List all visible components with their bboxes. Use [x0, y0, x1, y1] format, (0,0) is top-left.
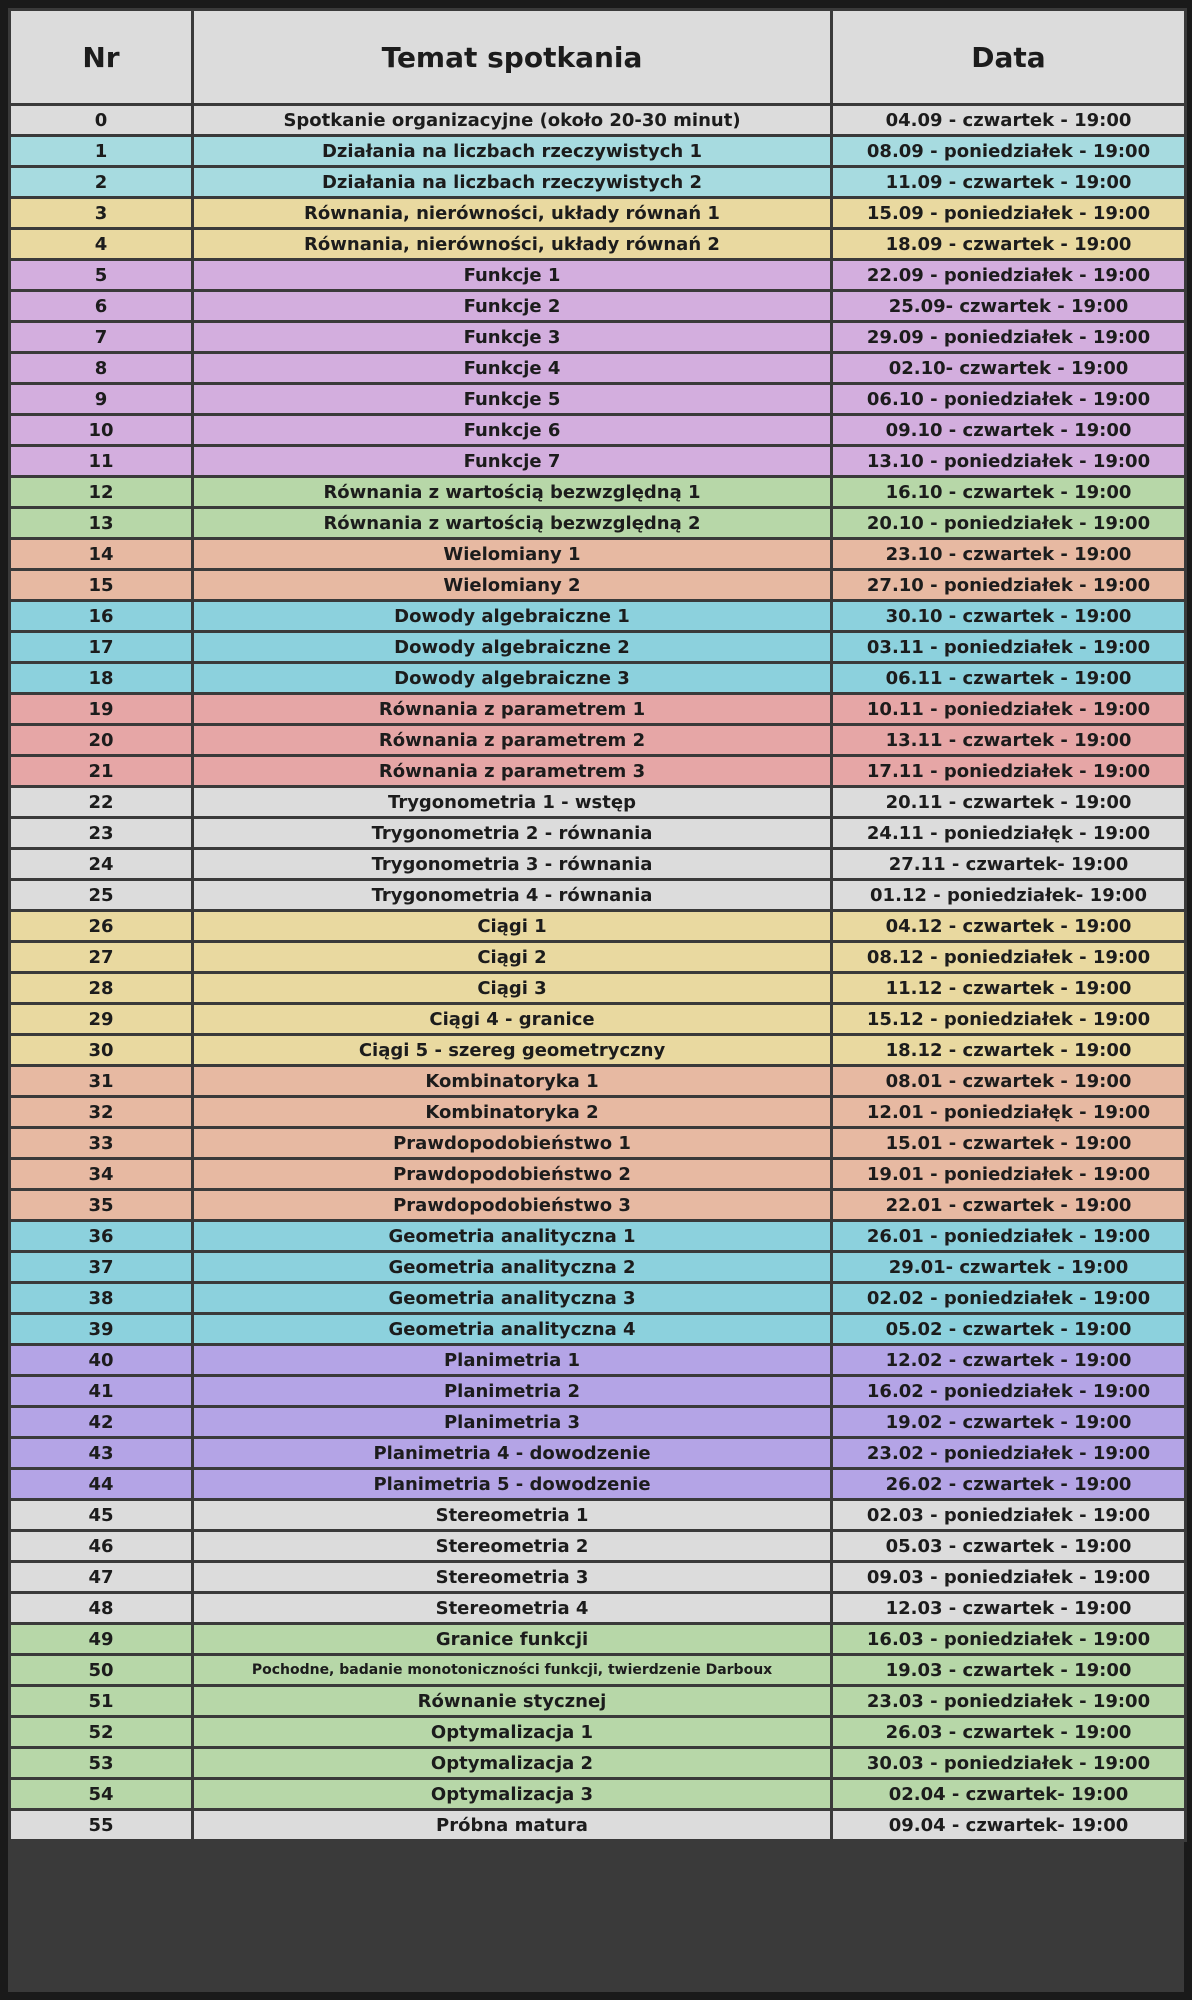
row-nr-cell: 35: [10, 1190, 193, 1221]
row-topic-cell: Geometria analityczna 1: [193, 1221, 832, 1252]
row-topic-cell: Geometria analityczna 3: [193, 1283, 832, 1314]
row-topic-cell: Wielomiany 2: [193, 570, 832, 601]
row-topic-cell: Równania z parametrem 1: [193, 694, 832, 725]
row-topic-cell: Ciągi 2: [193, 942, 832, 973]
row-topic-cell: Funkcje 1: [193, 260, 832, 291]
row-topic-cell: Geometria analityczna 2: [193, 1252, 832, 1283]
table-row: [10, 353, 1186, 384]
row-topic-cell: Trygonometria 1 - wstęp: [193, 787, 832, 818]
header-topic: Temat spotkania: [193, 10, 832, 105]
row-date-cell: 06.10 - poniedziałek - 19:00: [832, 384, 1186, 415]
row-nr-cell: 4: [10, 229, 193, 260]
row-nr-cell: 43: [10, 1438, 193, 1469]
row-nr-cell: 8: [10, 353, 193, 384]
table-row: [10, 384, 1186, 415]
row-date-cell: 13.11 - czwartek - 19:00: [832, 725, 1186, 756]
table-row: [10, 1748, 1186, 1779]
row-topic-cell: Stereometria 3: [193, 1562, 832, 1593]
row-topic-cell: Optymalizacja 2: [193, 1748, 832, 1779]
row-topic-cell: Działania na liczbach rzeczywistych 1: [193, 136, 832, 167]
row-nr-cell: 37: [10, 1252, 193, 1283]
row-topic-cell: Ciągi 4 - granice: [193, 1004, 832, 1035]
table-row: [10, 322, 1186, 353]
table-row: [10, 1376, 1186, 1407]
row-topic-cell: Optymalizacja 3: [193, 1779, 832, 1810]
row-nr-cell: 25: [10, 880, 193, 911]
table-row: [10, 1407, 1186, 1438]
row-nr-cell: 48: [10, 1593, 193, 1624]
table-row: [10, 1345, 1186, 1376]
row-date-cell: 29.09 - poniedziałek - 19:00: [832, 322, 1186, 353]
row-date-cell: 30.10 - czwartek - 19:00: [832, 601, 1186, 632]
row-topic-cell: Geometria analityczna 4: [193, 1314, 832, 1345]
table-row: [10, 849, 1186, 880]
row-date-cell: 19.02 - czwartek - 19:00: [832, 1407, 1186, 1438]
row-nr-cell: 18: [10, 663, 193, 694]
table-row: [10, 446, 1186, 477]
table-row: [10, 1438, 1186, 1469]
row-nr-cell: 41: [10, 1376, 193, 1407]
row-date-cell: 15.01 - czwartek - 19:00: [832, 1128, 1186, 1159]
table-row: [10, 787, 1186, 818]
row-nr-cell: 45: [10, 1500, 193, 1531]
row-nr-cell: 3: [10, 198, 193, 229]
table-row: [10, 1779, 1186, 1810]
row-topic-cell: Planimetria 2: [193, 1376, 832, 1407]
row-date-cell: 27.10 - poniedziałek - 19:00: [832, 570, 1186, 601]
row-topic-cell: Granice funkcji: [193, 1624, 832, 1655]
row-topic-cell: Funkcje 4: [193, 353, 832, 384]
row-date-cell: 04.09 - czwartek - 19:00: [832, 105, 1186, 136]
row-topic-cell: Planimetria 5 - dowodzenie: [193, 1469, 832, 1500]
row-nr-cell: 26: [10, 911, 193, 942]
table-row: [10, 632, 1186, 663]
row-topic-cell: Spotkanie organizacyjne (około 20-30 minut): [193, 105, 832, 136]
header-date: Data: [832, 10, 1186, 105]
row-nr-cell: 28: [10, 973, 193, 1004]
row-nr-cell: 51: [10, 1686, 193, 1717]
row-date-cell: 12.03 - czwartek - 19:00: [832, 1593, 1186, 1624]
row-nr-cell: 22: [10, 787, 193, 818]
row-nr-cell: 32: [10, 1097, 193, 1128]
table-body: [10, 105, 1186, 1841]
row-date-cell: 06.11 - czwartek - 19:00: [832, 663, 1186, 694]
table-row: [10, 1128, 1186, 1159]
row-date-cell: 19.01 - poniedziałek - 19:00: [832, 1159, 1186, 1190]
row-topic-cell: Stereometria 4: [193, 1593, 832, 1624]
table-row: [10, 663, 1186, 694]
table-row: [10, 725, 1186, 756]
table-row: [10, 1314, 1186, 1345]
row-nr-cell: 31: [10, 1066, 193, 1097]
table-row: [10, 601, 1186, 632]
row-nr-cell: 20: [10, 725, 193, 756]
header-row: [10, 10, 1186, 105]
row-date-cell: 12.01 - poniedziałęk - 19:00: [832, 1097, 1186, 1128]
row-topic-cell: Dowody algebraiczne 1: [193, 601, 832, 632]
row-nr-cell: 17: [10, 632, 193, 663]
row-nr-cell: 42: [10, 1407, 193, 1438]
row-date-cell: 08.01 - czwartek - 19:00: [832, 1066, 1186, 1097]
table-row: [10, 105, 1186, 136]
row-topic-cell: Próbna matura: [193, 1810, 832, 1841]
row-nr-cell: 29: [10, 1004, 193, 1035]
row-nr-cell: 0: [10, 105, 193, 136]
row-topic-cell: Równania z wartością bezwzględną 2: [193, 508, 832, 539]
row-nr-cell: 49: [10, 1624, 193, 1655]
row-topic-cell: Planimetria 1: [193, 1345, 832, 1376]
row-date-cell: 17.11 - poniedziałek - 19:00: [832, 756, 1186, 787]
row-date-cell: 30.03 - poniedziałek - 19:00: [832, 1748, 1186, 1779]
row-topic-cell: Ciągi 1: [193, 911, 832, 942]
row-topic-cell: Funkcje 7: [193, 446, 832, 477]
row-date-cell: 16.02 - poniedziałek - 19:00: [832, 1376, 1186, 1407]
row-nr-cell: 54: [10, 1779, 193, 1810]
row-date-cell: 20.10 - poniedziałek - 19:00: [832, 508, 1186, 539]
row-nr-cell: 38: [10, 1283, 193, 1314]
row-date-cell: 03.11 - poniedziałek - 19:00: [832, 632, 1186, 663]
row-nr-cell: 55: [10, 1810, 193, 1841]
schedule-table: [8, 8, 1187, 1842]
table-row: [10, 508, 1186, 539]
row-topic-cell: Trygonometria 4 - równania: [193, 880, 832, 911]
table-row: [10, 229, 1186, 260]
row-nr-cell: 24: [10, 849, 193, 880]
table-row: [10, 1283, 1186, 1314]
row-topic-cell: Równania z parametrem 2: [193, 725, 832, 756]
row-date-cell: 13.10 - poniedziałek - 19:00: [832, 446, 1186, 477]
row-topic-cell: Stereometria 2: [193, 1531, 832, 1562]
row-nr-cell: 44: [10, 1469, 193, 1500]
row-topic-cell: Trygonometria 2 - równania: [193, 818, 832, 849]
row-nr-cell: 16: [10, 601, 193, 632]
table-row: [10, 1531, 1186, 1562]
row-nr-cell: 1: [10, 136, 193, 167]
table-row: [10, 1221, 1186, 1252]
row-date-cell: 02.10- czwartek - 19:00: [832, 353, 1186, 384]
row-date-cell: 05.02 - czwartek - 19:00: [832, 1314, 1186, 1345]
table-row: [10, 1624, 1186, 1655]
row-topic-cell: Optymalizacja 1: [193, 1717, 832, 1748]
table-row: [10, 1500, 1186, 1531]
table-row: [10, 1190, 1186, 1221]
row-date-cell: 26.03 - czwartek - 19:00: [832, 1717, 1186, 1748]
row-date-cell: 23.03 - poniedziałek - 19:00: [832, 1686, 1186, 1717]
row-nr-cell: 23: [10, 818, 193, 849]
row-topic-cell: Funkcje 2: [193, 291, 832, 322]
row-date-cell: 22.01 - czwartek - 19:00: [832, 1190, 1186, 1221]
row-nr-cell: 10: [10, 415, 193, 446]
table-row: [10, 1004, 1186, 1035]
row-topic-cell: Równania z parametrem 3: [193, 756, 832, 787]
row-topic-cell: Trygonometria 3 - równania: [193, 849, 832, 880]
schedule-sheet: [8, 8, 1184, 1992]
row-date-cell: 23.10 - czwartek - 19:00: [832, 539, 1186, 570]
row-topic-cell: Równania, nierówności, układy równań 2: [193, 229, 832, 260]
table-row: [10, 1097, 1186, 1128]
row-nr-cell: 19: [10, 694, 193, 725]
row-topic-cell: Prawdopodobieństwo 1: [193, 1128, 832, 1159]
row-date-cell: 10.11 - poniedziałek - 19:00: [832, 694, 1186, 725]
row-topic-cell: Funkcje 3: [193, 322, 832, 353]
row-date-cell: 15.09 - poniedziałek - 19:00: [832, 198, 1186, 229]
row-date-cell: 26.02 - czwartek - 19:00: [832, 1469, 1186, 1500]
row-topic-cell: Kombinatoryka 1: [193, 1066, 832, 1097]
table-row: [10, 973, 1186, 1004]
table-row: [10, 1469, 1186, 1500]
row-date-cell: 18.12 - czwartek - 19:00: [832, 1035, 1186, 1066]
row-topic-cell: Równanie stycznej: [193, 1686, 832, 1717]
row-topic-cell: Planimetria 3: [193, 1407, 832, 1438]
row-topic-cell: Dowody algebraiczne 2: [193, 632, 832, 663]
row-date-cell: 26.01 - poniedziałek - 19:00: [832, 1221, 1186, 1252]
row-nr-cell: 13: [10, 508, 193, 539]
row-date-cell: 02.02 - poniedziałek - 19:00: [832, 1283, 1186, 1314]
row-date-cell: 09.10 - czwartek - 19:00: [832, 415, 1186, 446]
row-topic-cell: Pochodne, badanie monotoniczności funkcji, twierdzenie Darboux: [193, 1655, 832, 1686]
row-date-cell: 09.04 - czwartek- 19:00: [832, 1810, 1186, 1841]
table-row: [10, 1066, 1186, 1097]
table-row: [10, 415, 1186, 446]
table-row: [10, 1593, 1186, 1624]
row-topic-cell: Funkcje 6: [193, 415, 832, 446]
table-row: [10, 539, 1186, 570]
row-date-cell: 02.04 - czwartek- 19:00: [832, 1779, 1186, 1810]
row-topic-cell: Równania, nierówności, układy równań 1: [193, 198, 832, 229]
table-row: [10, 694, 1186, 725]
table-row: [10, 1035, 1186, 1066]
table-row: [10, 911, 1186, 942]
table-row: [10, 942, 1186, 973]
row-date-cell: 08.12 - poniedziałek - 19:00: [832, 942, 1186, 973]
row-nr-cell: 5: [10, 260, 193, 291]
row-topic-cell: Prawdopodobieństwo 2: [193, 1159, 832, 1190]
row-nr-cell: 52: [10, 1717, 193, 1748]
row-nr-cell: 34: [10, 1159, 193, 1190]
row-nr-cell: 39: [10, 1314, 193, 1345]
row-nr-cell: 40: [10, 1345, 193, 1376]
row-date-cell: 09.03 - poniedziałek - 19:00: [832, 1562, 1186, 1593]
row-topic-cell: Planimetria 4 - dowodzenie: [193, 1438, 832, 1469]
row-date-cell: 11.09 - czwartek - 19:00: [832, 167, 1186, 198]
table-row: [10, 1562, 1186, 1593]
table-row: [10, 291, 1186, 322]
row-topic-cell: Działania na liczbach rzeczywistych 2: [193, 167, 832, 198]
row-nr-cell: 50: [10, 1655, 193, 1686]
table-row: [10, 1159, 1186, 1190]
row-nr-cell: 2: [10, 167, 193, 198]
row-nr-cell: 9: [10, 384, 193, 415]
row-date-cell: 20.11 - czwartek - 19:00: [832, 787, 1186, 818]
row-date-cell: 02.03 - poniedziałek - 19:00: [832, 1500, 1186, 1531]
row-date-cell: 11.12 - czwartek - 19:00: [832, 973, 1186, 1004]
row-date-cell: 27.11 - czwartek- 19:00: [832, 849, 1186, 880]
row-date-cell: 01.12 - poniedziałek- 19:00: [832, 880, 1186, 911]
row-topic-cell: Stereometria 1: [193, 1500, 832, 1531]
row-date-cell: 29.01- czwartek - 19:00: [832, 1252, 1186, 1283]
table-row: [10, 1717, 1186, 1748]
row-nr-cell: 47: [10, 1562, 193, 1593]
row-date-cell: 23.02 - poniedziałek - 19:00: [832, 1438, 1186, 1469]
row-nr-cell: 53: [10, 1748, 193, 1779]
row-nr-cell: 11: [10, 446, 193, 477]
table-row: [10, 756, 1186, 787]
row-date-cell: 16.03 - poniedziałek - 19:00: [832, 1624, 1186, 1655]
row-date-cell: 22.09 - poniedziałek - 19:00: [832, 260, 1186, 291]
row-topic-cell: Ciągi 3: [193, 973, 832, 1004]
row-topic-cell: Dowody algebraiczne 3: [193, 663, 832, 694]
row-date-cell: 16.10 - czwartek - 19:00: [832, 477, 1186, 508]
row-topic-cell: Wielomiany 1: [193, 539, 832, 570]
row-topic-cell: Funkcje 5: [193, 384, 832, 415]
table-row: [10, 570, 1186, 601]
table-row: [10, 818, 1186, 849]
header-nr: Nr: [10, 10, 193, 105]
row-topic-cell: Równania z wartością bezwzględną 1: [193, 477, 832, 508]
table-row: [10, 477, 1186, 508]
table-row: [10, 1810, 1186, 1841]
row-nr-cell: 27: [10, 942, 193, 973]
row-date-cell: 05.03 - czwartek - 19:00: [832, 1531, 1186, 1562]
row-nr-cell: 21: [10, 756, 193, 787]
row-nr-cell: 14: [10, 539, 193, 570]
row-date-cell: 12.02 - czwartek - 19:00: [832, 1345, 1186, 1376]
row-date-cell: 08.09 - poniedziałek - 19:00: [832, 136, 1186, 167]
row-date-cell: 15.12 - poniedziałek - 19:00: [832, 1004, 1186, 1035]
row-nr-cell: 15: [10, 570, 193, 601]
table-row: [10, 167, 1186, 198]
row-topic-cell: Kombinatoryka 2: [193, 1097, 832, 1128]
row-nr-cell: 7: [10, 322, 193, 353]
table-row: [10, 1686, 1186, 1717]
row-nr-cell: 30: [10, 1035, 193, 1066]
row-nr-cell: 33: [10, 1128, 193, 1159]
table-row: [10, 136, 1186, 167]
table-row: [10, 260, 1186, 291]
table-row: [10, 880, 1186, 911]
row-date-cell: 04.12 - czwartek - 19:00: [832, 911, 1186, 942]
table-row: [10, 1252, 1186, 1283]
row-date-cell: 25.09- czwartek - 19:00: [832, 291, 1186, 322]
row-nr-cell: 6: [10, 291, 193, 322]
row-topic-cell: Prawdopodobieństwo 3: [193, 1190, 832, 1221]
row-date-cell: 18.09 - czwartek - 19:00: [832, 229, 1186, 260]
row-nr-cell: 12: [10, 477, 193, 508]
row-topic-cell: Ciągi 5 - szereg geometryczny: [193, 1035, 832, 1066]
row-nr-cell: 36: [10, 1221, 193, 1252]
table-header: [10, 10, 1186, 105]
row-date-cell: 24.11 - poniedziałęk - 19:00: [832, 818, 1186, 849]
row-date-cell: 19.03 - czwartek - 19:00: [832, 1655, 1186, 1686]
table-row: [10, 198, 1186, 229]
table-row: [10, 1655, 1186, 1686]
row-nr-cell: 46: [10, 1531, 193, 1562]
